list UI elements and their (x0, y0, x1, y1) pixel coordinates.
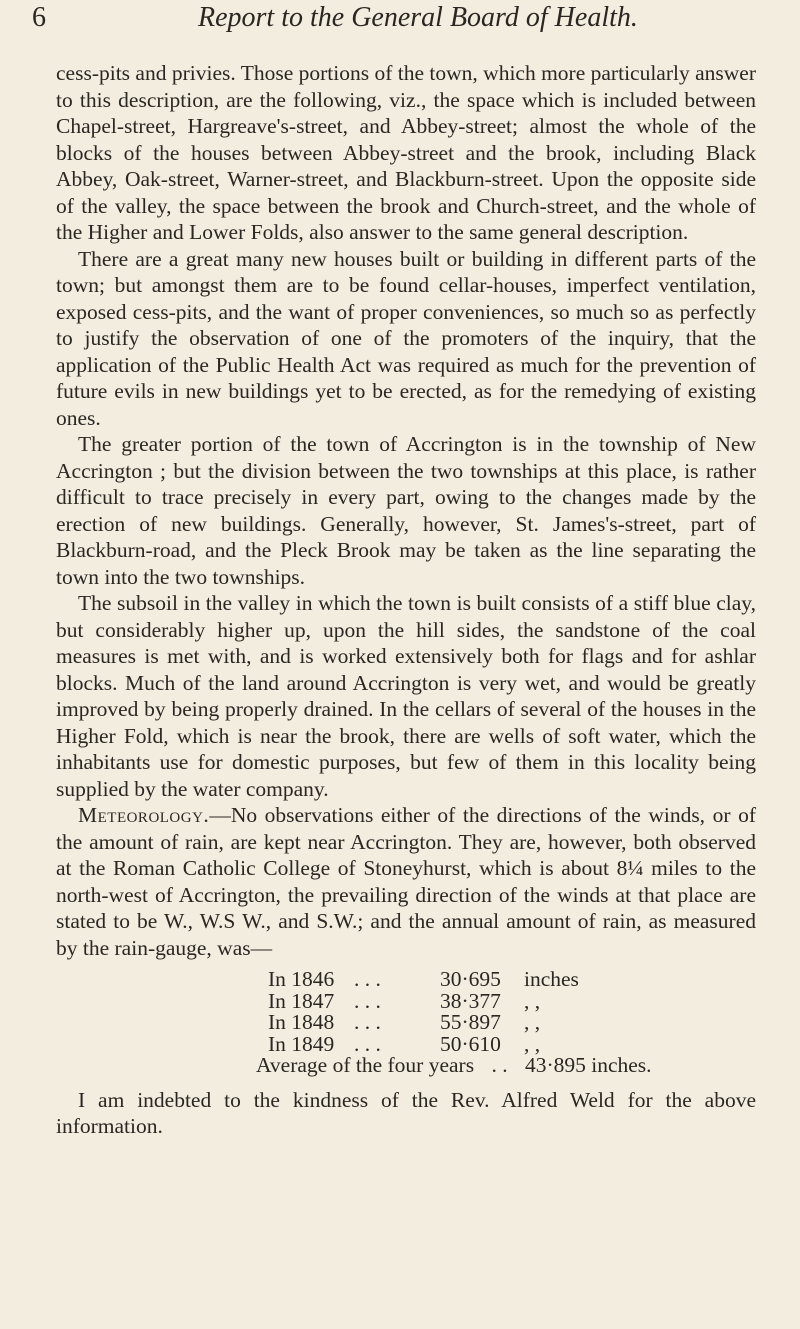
meteorology-text: —No observations either of the directions of the winds, or of the amount of rain, are kept near Accrington. They are, however, both observed at the Roman Catholic College of Stoneyhurst, which is about 8¼ miles to the north-west of Accrington, the prevailing direction of the winds at that place are stated to be W., W.S W., and S.W.; and the annual amount of rain, as measured by the rain-gauge, was— (56, 803, 756, 960)
running-title: Report to the General Board of Health. (198, 2, 638, 33)
rainfall-amount: 50·610 (440, 1031, 501, 1056)
average-label: Average of the four years (256, 1053, 475, 1077)
rainfall-average (256, 1055, 756, 1077)
meteorology-heading: Meteorology. (78, 803, 210, 827)
paragraph-meteorology (56, 802, 756, 961)
rainfall-row (56, 1012, 756, 1034)
rainfall-unit: , , (524, 1031, 541, 1056)
rainfall-unit: inches (524, 967, 579, 991)
rainfall-unit: , , (524, 988, 541, 1013)
rainfall-year: In 1847 (268, 988, 335, 1013)
rainfall-leader: . . . (354, 1031, 381, 1056)
paragraph-townships: The greater portion of the town of Accrington is in the township of New Accrington ; but the division between the two townships at this place, is rather difficult to trace precisely in every part, owing to the changes made by the erection of new buildings. Generally, however, St. James's-street, part of Blackburn-road, and the Pleck Brook may be taken as the line separating the town into the two townships. (56, 432, 756, 589)
rainfall-row (56, 969, 756, 991)
average-leader: . . (491, 1053, 508, 1077)
page-number: 6 (32, 2, 46, 33)
rainfall-amount: 30·695 (440, 967, 501, 991)
paragraph-subsoil: The subsoil in the valley in which the town is built consists of a stiff blue clay, but considerably higher up, upon the hill sides, the sandstone of the coal measures is met with, and is worked extensively both for flags and for ashlar blocks. Much of the land around Accrington is very wet, and would be greatly improved by being properly drained. In the cellars of several of the houses in the Higher Fold, which is near the brook, there are wells of soft water, which the inhabitants use for domestic purposes, but few of them in this locality being supplied by the water company. (56, 591, 756, 801)
rainfall-year: In 1848 (268, 1010, 335, 1034)
page-header (30, 2, 770, 42)
rainfall-table (56, 969, 756, 1077)
rainfall-leader: . . . (354, 967, 381, 991)
rainfall-year: In 1846 (268, 967, 335, 991)
rainfall-leader: . . . (354, 988, 381, 1013)
rainfall-amount: 55·897 (440, 1010, 501, 1034)
rainfall-unit: , , (524, 1010, 541, 1034)
average-value: 43·895 inches. (524, 1053, 652, 1077)
paragraph-new-houses: There are a great many new houses built or building in different parts of the town; but amongst them are to be found cellar-houses, imperfect ventilation, exposed cess-pits, and the want of proper conveniences, so much so as perfectly to justify the observation of one of the promoters of the inquiry, that the application of the Public Health Act was required as much for the prevention of future evils in new buildings yet to be erected, as for the remedying of existing ones. (56, 246, 756, 430)
rainfall-year: In 1849 (268, 1031, 335, 1056)
rainfall-leader: . . . (354, 1010, 381, 1034)
body-text (56, 60, 756, 1140)
paragraph-acknowledgement: I am indebted to the kindness of the Rev. Alfred Weld for the above information. (56, 1087, 756, 1138)
paragraph-cess-pits: cess-pits and privies. Those portions of the town, which more particularly answer to this description, are the following, viz., the space which is included between Chapel-street, Hargreave's-street, and Abbey-street; almost the whole of the blocks of the houses between Abbey-street and the brook, including Black Abbey, Oak-street, Warner-street, and Blackburn-street. Upon the opposite side of the valley, the space between the brook and Church-street, and the whole of the Higher and Lower Folds, also answer to the same general description. (56, 61, 756, 244)
rainfall-row (56, 988, 756, 1013)
rainfall-amount: 38·377 (440, 988, 501, 1013)
rainfall-row (56, 1031, 756, 1056)
